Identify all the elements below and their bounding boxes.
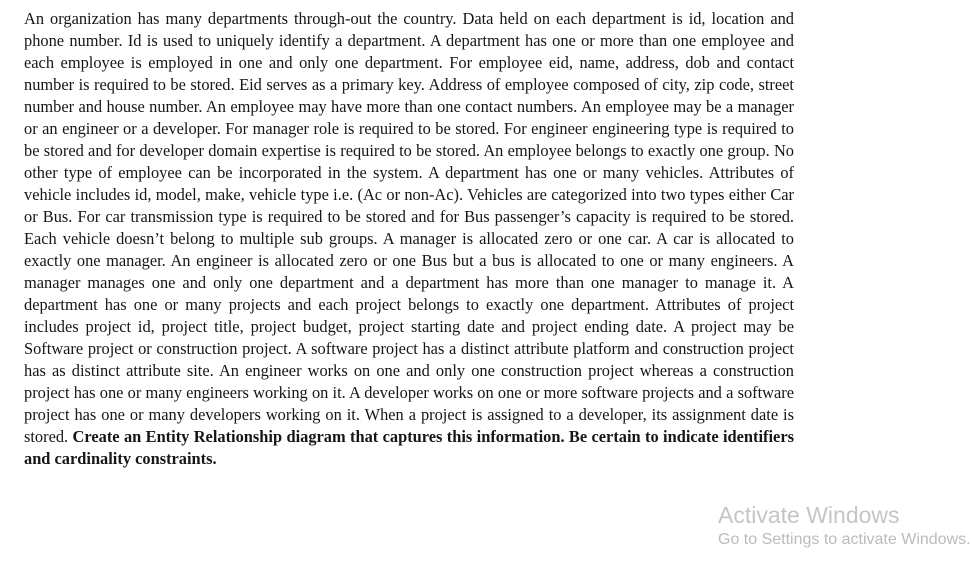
activation-watermark-subtitle: Go to Settings to activate Windows. [718,531,971,548]
activation-watermark-title: Activate Windows [718,502,900,528]
problem-description: An organization has many departments through-out the country. Data held on each department is id, location and phone number. Id is used to uniquely identify a department. A department has one or more than one employee and each employee is employed in one and only one department. For employee eid, name, address, dob and contact number is required to be stored. Eid serves as a primary key. Address of employee composed of city, zip code, street number and house number. An employee may have more than one contact numbers. An employee may be a manager or an engineer or a developer. For manager role is required to be stored. For engineer engineering type is required to be stored and for developer domain expertise is required to be stored. An employee belongs to exactly one group. No other type of employee can be incorporated in the system. A department has one or many vehicles. Attributes of vehicle includes id, model, make, vehicle type i.e. (Ac or non-Ac). Vehicles are categorized into two types either Car or Bus. For car transmission type is required to be stored and for Bus passenger’s capacity is required to be stored. Each vehicle doesn’t belong to multiple sub groups. A manager is allocated zero or one car. A car is allocated to exactly one manager. An engineer is allocated zero or one Bus but a bus is allocated to one or many engineers. A manager manages one and only one department and a department has more than one manager to manage it. A department has one or many projects and each project belongs to exactly one department. Attributes of project includes project id, project title, project budget, project starting date and project ending date. A project may be Software project or construction project. A software project has a distinct attribute platform and construction project has as distinct attribute site. An engineer works on one and only one construction project whereas a construction project has one or many engineers working on it. A developer works on one or more software projects and a software project has one or many developers working on it. When a project is assigned to a developer, its assignment date is stored. [24,9,794,446]
question-text [24,8,794,470]
task-instruction: Create an Entity Relationship diagram that captures this information. Be certain to indicate identifiers and cardinality constraints. [24,427,794,468]
